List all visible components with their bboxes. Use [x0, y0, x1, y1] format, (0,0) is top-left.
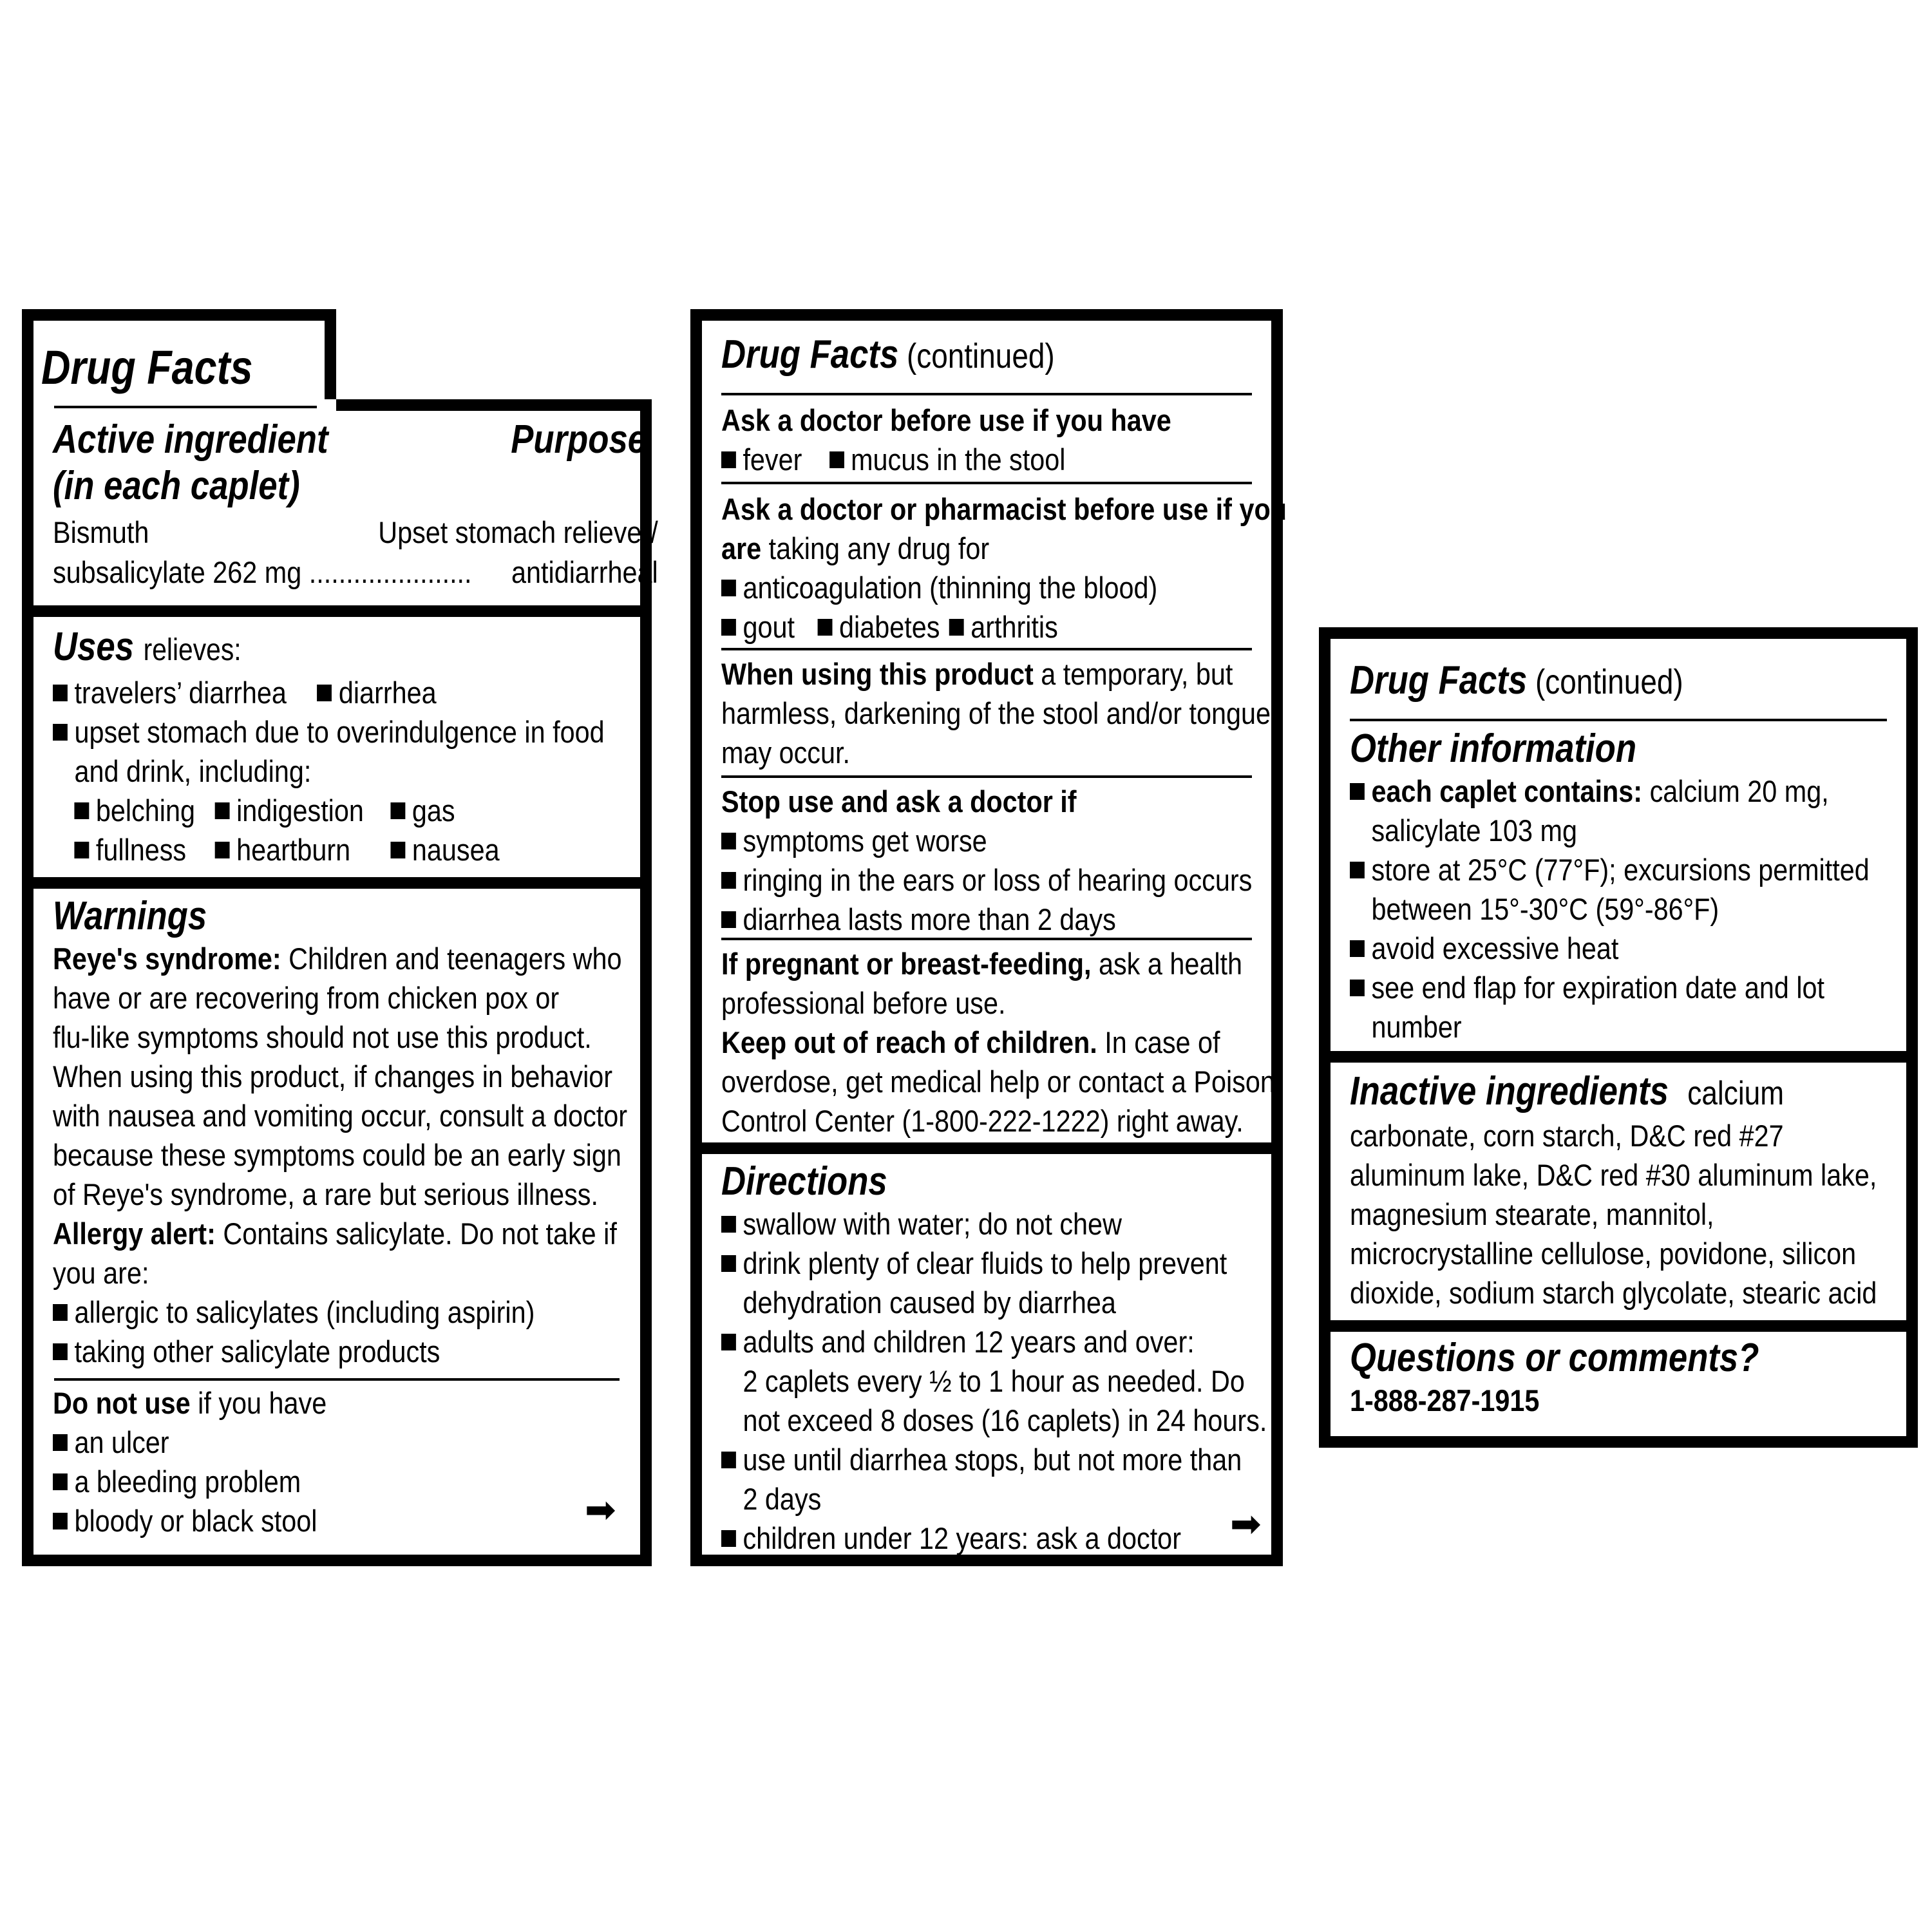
do-not-use-heading: Do not use if you have — [53, 1386, 327, 1420]
directions-item-2-cont: dehydration caused by diarrhea — [743, 1285, 1116, 1320]
keep-out-line-1: Keep out of reach of children. In case of — [721, 1025, 1220, 1059]
phone-number: 1-888-287-1915 — [1350, 1383, 1540, 1417]
right-arrow-icon: ➡ — [1230, 1503, 1262, 1545]
drug-facts-panel-3 — [1319, 627, 1918, 1448]
do-not-use-item-2: a bleeding problem — [53, 1462, 553, 1501]
active-ingredient-heading: Active ingredient — [53, 417, 328, 462]
when-using-line-2: harmless, darkening of the stool and/or tongue — [721, 696, 1271, 730]
uses-row-2: upset stomach due to overindulgence in food — [53, 712, 553, 752]
inactive-title: Inactive ingredients — [1350, 1069, 1669, 1113]
ask-pharmacist-section — [702, 489, 1287, 647]
directions-item-4: use until diarrhea stops, but not more than — [721, 1440, 1188, 1479]
when-using-section — [702, 654, 1271, 772]
uses-sub-row-1: belching indigestion gas — [53, 791, 553, 830]
uses-section — [22, 625, 652, 869]
right-arrow-icon: ➡ — [585, 1489, 616, 1531]
other-info-title: Other information — [1350, 726, 1637, 771]
pregnant-section — [702, 944, 1275, 1141]
see-end-line-1: see end flap for expiration date and lot — [1350, 968, 1823, 1007]
reyes-line-5: because these symptoms could be an early sign — [53, 1138, 621, 1172]
purpose-line-2: antidiarrheal — [511, 555, 658, 589]
ask-pharmacist-item-1: anticoagulation (thinning the blood) — [721, 568, 1188, 607]
directions-section — [702, 1159, 1271, 1558]
directions-item-3-cont-1: 2 caplets every ½ to 1 hour as needed. Do — [743, 1364, 1245, 1398]
directions-title: Directions — [721, 1159, 887, 1204]
reyes-line-4: with nausea and vomiting occur, consult a doctor — [53, 1099, 628, 1133]
drug-facts-panel-2 — [690, 309, 1287, 1566]
warnings-title: Warnings — [53, 894, 207, 938]
questions-title: Questions or comments? — [1350, 1336, 1759, 1380]
reyes-line-2: flu-like symptoms should not use this product. — [53, 1020, 592, 1054]
panel-3-title: Drug Facts (continued) — [1350, 658, 1683, 703]
see-end-line-2: number — [1371, 1010, 1462, 1044]
ask-doctor-heading: Ask a doctor before use if you have — [721, 403, 1171, 437]
uses-sub-row-2: fullness heartburn nausea — [53, 830, 553, 869]
drug-facts-panel-1 — [22, 309, 658, 1566]
inactive-line-4: microcrystalline cellulose, povidone, silicon — [1350, 1236, 1857, 1271]
other-info-section — [1331, 726, 1906, 1046]
stop-use-item-1: symptoms get worse — [721, 821, 1188, 860]
avoid-heat: avoid excessive heat — [1350, 929, 1823, 968]
store-line-1: store at 25°C (77°F); excursions permitted — [1350, 850, 1823, 889]
stop-use-heading: Stop use and ask a doctor if — [721, 784, 1077, 819]
uses-title: Uses — [53, 625, 134, 669]
store-line-2: between 15°-30°C (59°-86°F) — [1371, 892, 1719, 926]
purpose-heading: Purpose — [511, 417, 647, 462]
each-caplet-line-1: each caplet contains: calcium 20 mg, — [1350, 772, 1823, 811]
when-using-line-1: When using this product a temporary, but — [721, 657, 1233, 691]
ask-doctor-items: fever mucus in the stool — [721, 440, 1188, 479]
do-not-use-item-1: an ulcer — [53, 1423, 553, 1462]
keep-out-line-3: Control Center (1-800-222-1222) right away. — [721, 1104, 1244, 1138]
stop-use-item-3: diarrhea lasts more than 2 days — [721, 900, 1188, 939]
keep-out-line-2: overdose, get medical help or contact a Poison — [721, 1065, 1275, 1099]
reyes-line-3: When using this product, if changes in behavior — [53, 1059, 613, 1094]
directions-item-5: children under 12 years: ask a doctor — [721, 1519, 1188, 1558]
inactive-first: calcium — [1687, 1075, 1785, 1112]
reyes-line-6: of Reye's syndrome, a rare but serious illness. — [53, 1177, 598, 1211]
directions-item-1: swallow with water; do not chew — [721, 1204, 1188, 1244]
reyes-line-1: have or are recovering from chicken pox or — [53, 981, 560, 1015]
inactive-section — [1331, 1069, 1906, 1312]
allergy-item-2: taking other salicylate products — [53, 1332, 553, 1371]
inactive-line-3: magnesium stearate, mannitol, — [1350, 1197, 1714, 1231]
ingredient-line-2: subsalicylate 262 mg ...................... — [53, 555, 472, 589]
allergy-item-1: allergic to salicylates (including aspirin) — [53, 1293, 553, 1332]
each-caplet-line-2: salicylate 103 mg — [1371, 813, 1578, 848]
panel-2-title: Drug Facts (continued) — [721, 332, 1055, 377]
ingredient-line-1: Bismuth — [53, 515, 149, 549]
inactive-line-2: aluminum lake, D&C red #30 aluminum lake, — [1350, 1158, 1877, 1192]
do-not-use-section — [22, 1383, 652, 1540]
directions-item-3: adults and children 12 years and over: — [721, 1322, 1188, 1361]
directions-item-2: drink plenty of clear fluids to help prevent — [721, 1244, 1188, 1283]
ask-pharmacist-heading: Ask a doctor or pharmacist before use if you — [721, 492, 1287, 526]
do-not-use-item-3: bloody or black stool — [53, 1501, 553, 1540]
allergy-line-0: Allergy alert: Contains salicylate. Do not take if — [53, 1217, 617, 1251]
ask-pharmacist-line-2: are taking any drug for — [721, 531, 990, 565]
stop-use-section — [702, 782, 1271, 939]
pregnant-line-1: If pregnant or breast-feeding, ask a health — [721, 947, 1243, 981]
warnings-section — [22, 894, 652, 1371]
questions-section — [1331, 1336, 1906, 1420]
uses-row-1: travelers’ diarrhea diarrhea — [53, 673, 553, 712]
allergy-line-1: you are: — [53, 1256, 149, 1290]
stop-use-item-2: ringing in the ears or loss of hearing occurs — [721, 860, 1188, 900]
pregnant-line-2: professional before use. — [721, 986, 1006, 1020]
ask-pharmacist-item-row: gout diabetes arthritis — [721, 607, 1188, 647]
directions-item-4-cont: 2 days — [743, 1482, 822, 1516]
inactive-line-5: dioxide, sodium starch glycolate, stearic acid — [1350, 1276, 1877, 1310]
active-ingredient-subheading: (in each caplet) — [53, 464, 300, 508]
uses-intro: relieves: — [143, 633, 242, 667]
directions-item-3-cont-2: not exceed 8 doses (16 caplets) in 24 hours. — [743, 1403, 1267, 1437]
uses-row-3: and drink, including: — [74, 754, 312, 788]
panel-1-title: Drug Facts — [41, 341, 253, 394]
when-using-line-3: may occur. — [721, 735, 850, 770]
purpose-line-1: Upset stomach reliever/ — [378, 515, 658, 549]
reyes-line-0: Reye's syndrome: Children and teenagers who — [53, 942, 622, 976]
inactive-line-1: carbonate, corn starch, D&C red #27 — [1350, 1119, 1784, 1153]
ask-doctor-section — [702, 401, 1271, 479]
